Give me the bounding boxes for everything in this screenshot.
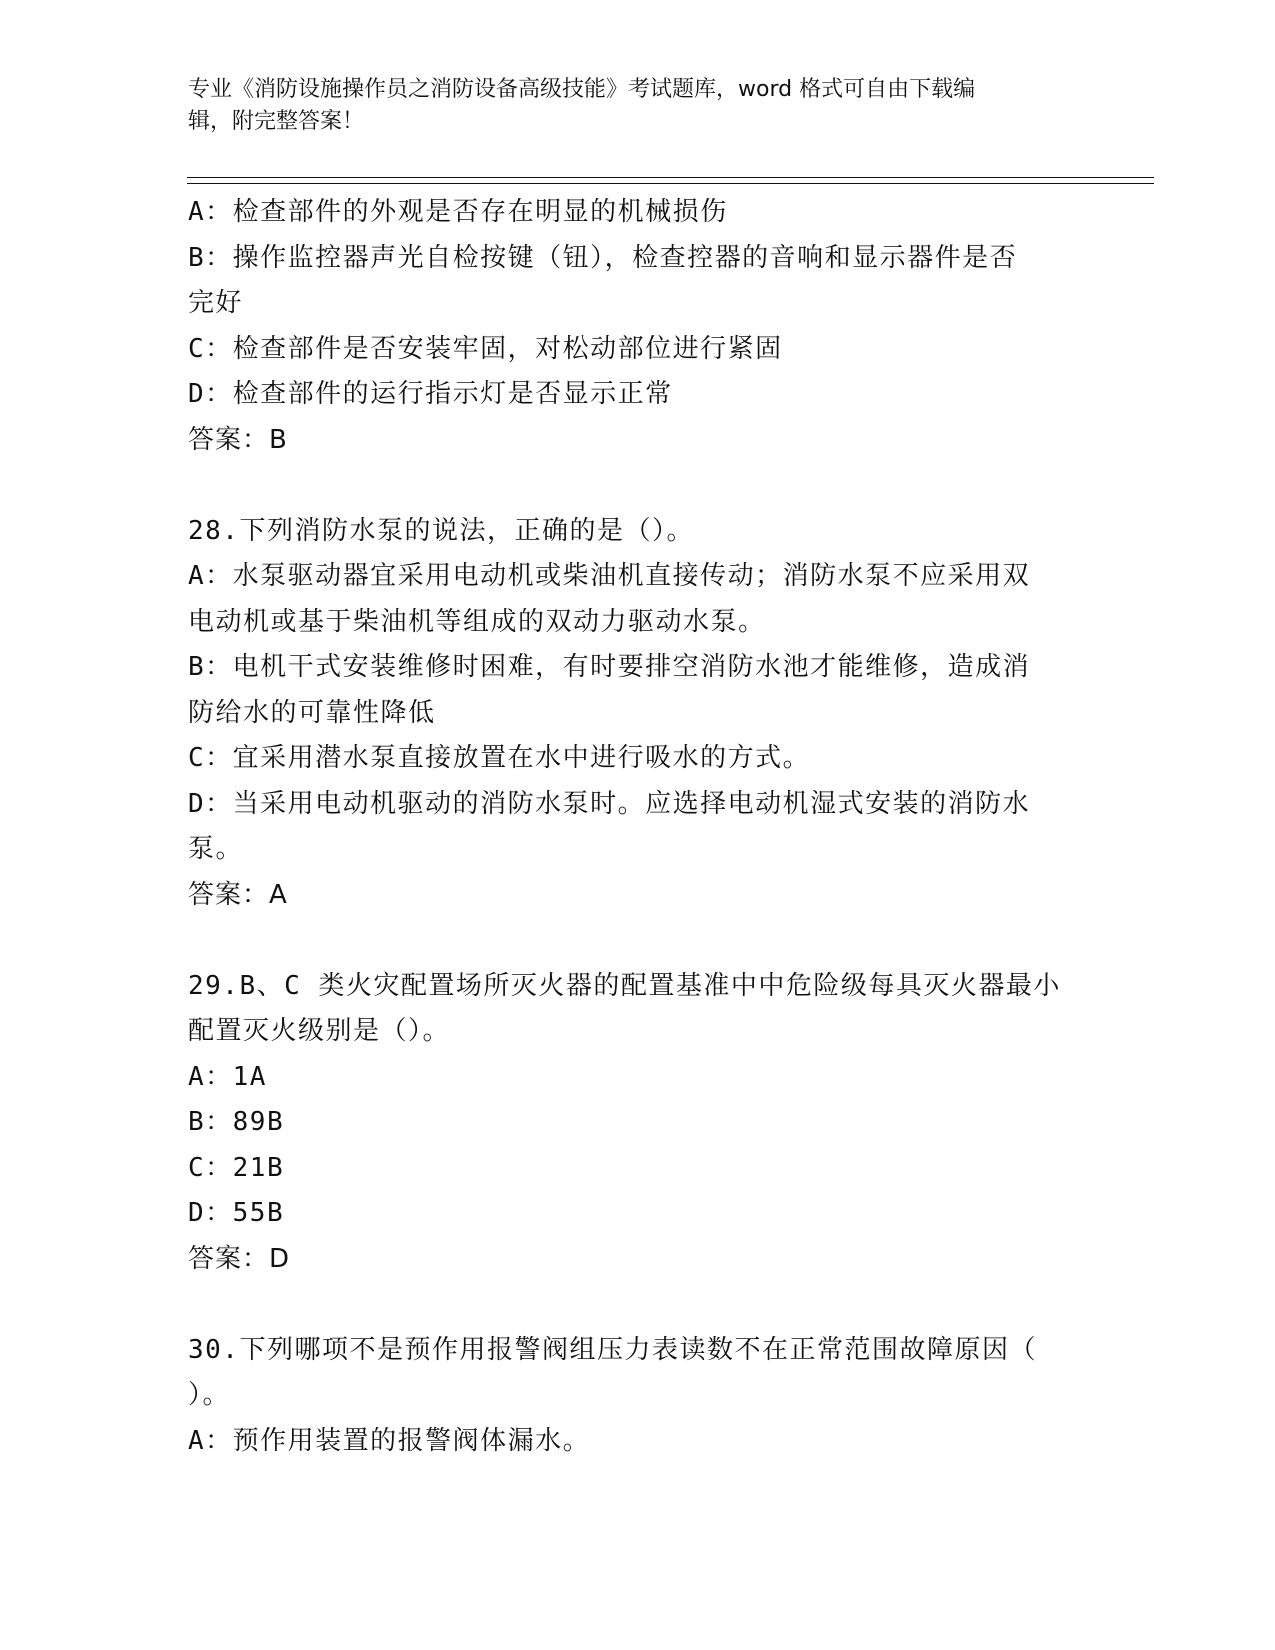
spacer (188, 918, 1088, 964)
question-28-answer: 答案：A (188, 879, 288, 910)
question-28-option-d-cont: 泵。 (188, 834, 244, 864)
question-list (188, 190, 1088, 1464)
question-27-option-a: A：检查部件的外观是否存在明显的机械损伤 (188, 197, 728, 227)
question-29-stem: 29.B、C 类火灾配置场所灭火器的配置基准中中危险级每具灭火器最小 (188, 970, 1061, 1001)
header-line-2: 辑，附完整答案！ (188, 109, 365, 134)
question-29-option-b: B：89B (188, 1107, 285, 1137)
question-30-option-a: A：预作用装置的报警阀体漏水。 (188, 1425, 591, 1456)
question-29-option-c: C：21B (188, 1152, 285, 1183)
header-divider-bottom (187, 183, 1154, 184)
question-28-option-b: B：电机干式安装维修时困难，有时要排空消防水池才能维修，造成消 (188, 652, 1031, 682)
question-28-option-d: D：当采用电动机驱动的消防水泵时。应选择电动机湿式安装的消防水 (188, 788, 1031, 819)
question-28-option-b-cont: 防给水的可靠性降低 (188, 697, 436, 728)
question-27-option-b-cont: 完好 (188, 288, 244, 318)
question-29-option-a: A：1A (188, 1061, 267, 1092)
question-28-option-c: C：宜采用潜水泵直接放置在水中进行吸水的方式。 (188, 743, 811, 773)
question-28-option-a: A：水泵驱动器宜采用电动机或柴油机直接传动；消防水泵不应采用双 (188, 561, 1031, 591)
question-29-option-d: D：55B (188, 1198, 285, 1228)
question-27-block (188, 190, 1088, 463)
spacer (188, 1282, 1088, 1328)
question-27-answer: 答案：B (188, 424, 288, 455)
question-29-block (188, 964, 1088, 1283)
document-header (188, 74, 1068, 138)
question-28-stem: 28.下列消防水泵的说法，正确的是（）。 (188, 515, 694, 546)
header-divider-top (187, 177, 1154, 178)
spacer (188, 463, 1088, 509)
question-30-stem: 30.下列哪项不是预作用报警阀组压力表读数不在正常范围故障原因（ (188, 1334, 1037, 1365)
question-28-option-a-cont: 电动机或基于柴油机等组成的双动力驱动水泵。 (188, 606, 766, 637)
question-27-option-c: C：检查部件是否安装牢固，对松动部位进行紧固 (188, 333, 783, 364)
question-27-option-b: B：操作监控器声光自检按键（钮），检查控器的音响和显示器件是否 (188, 242, 1018, 273)
question-27-option-d: D：检查部件的运行指示灯是否显示正常 (188, 379, 673, 409)
question-30-stem-cont: ）。 (188, 1380, 231, 1410)
question-29-stem-cont: 配置灭火级别是（）。 (188, 1016, 451, 1046)
question-30-block (188, 1328, 1088, 1465)
question-29-answer: 答案：D (188, 1243, 291, 1274)
header-line-1: 专业《消防设施操作员之消防设备高级技能》考试题库，word 格式可自由下载编 (188, 77, 976, 102)
question-28-block (188, 509, 1088, 919)
